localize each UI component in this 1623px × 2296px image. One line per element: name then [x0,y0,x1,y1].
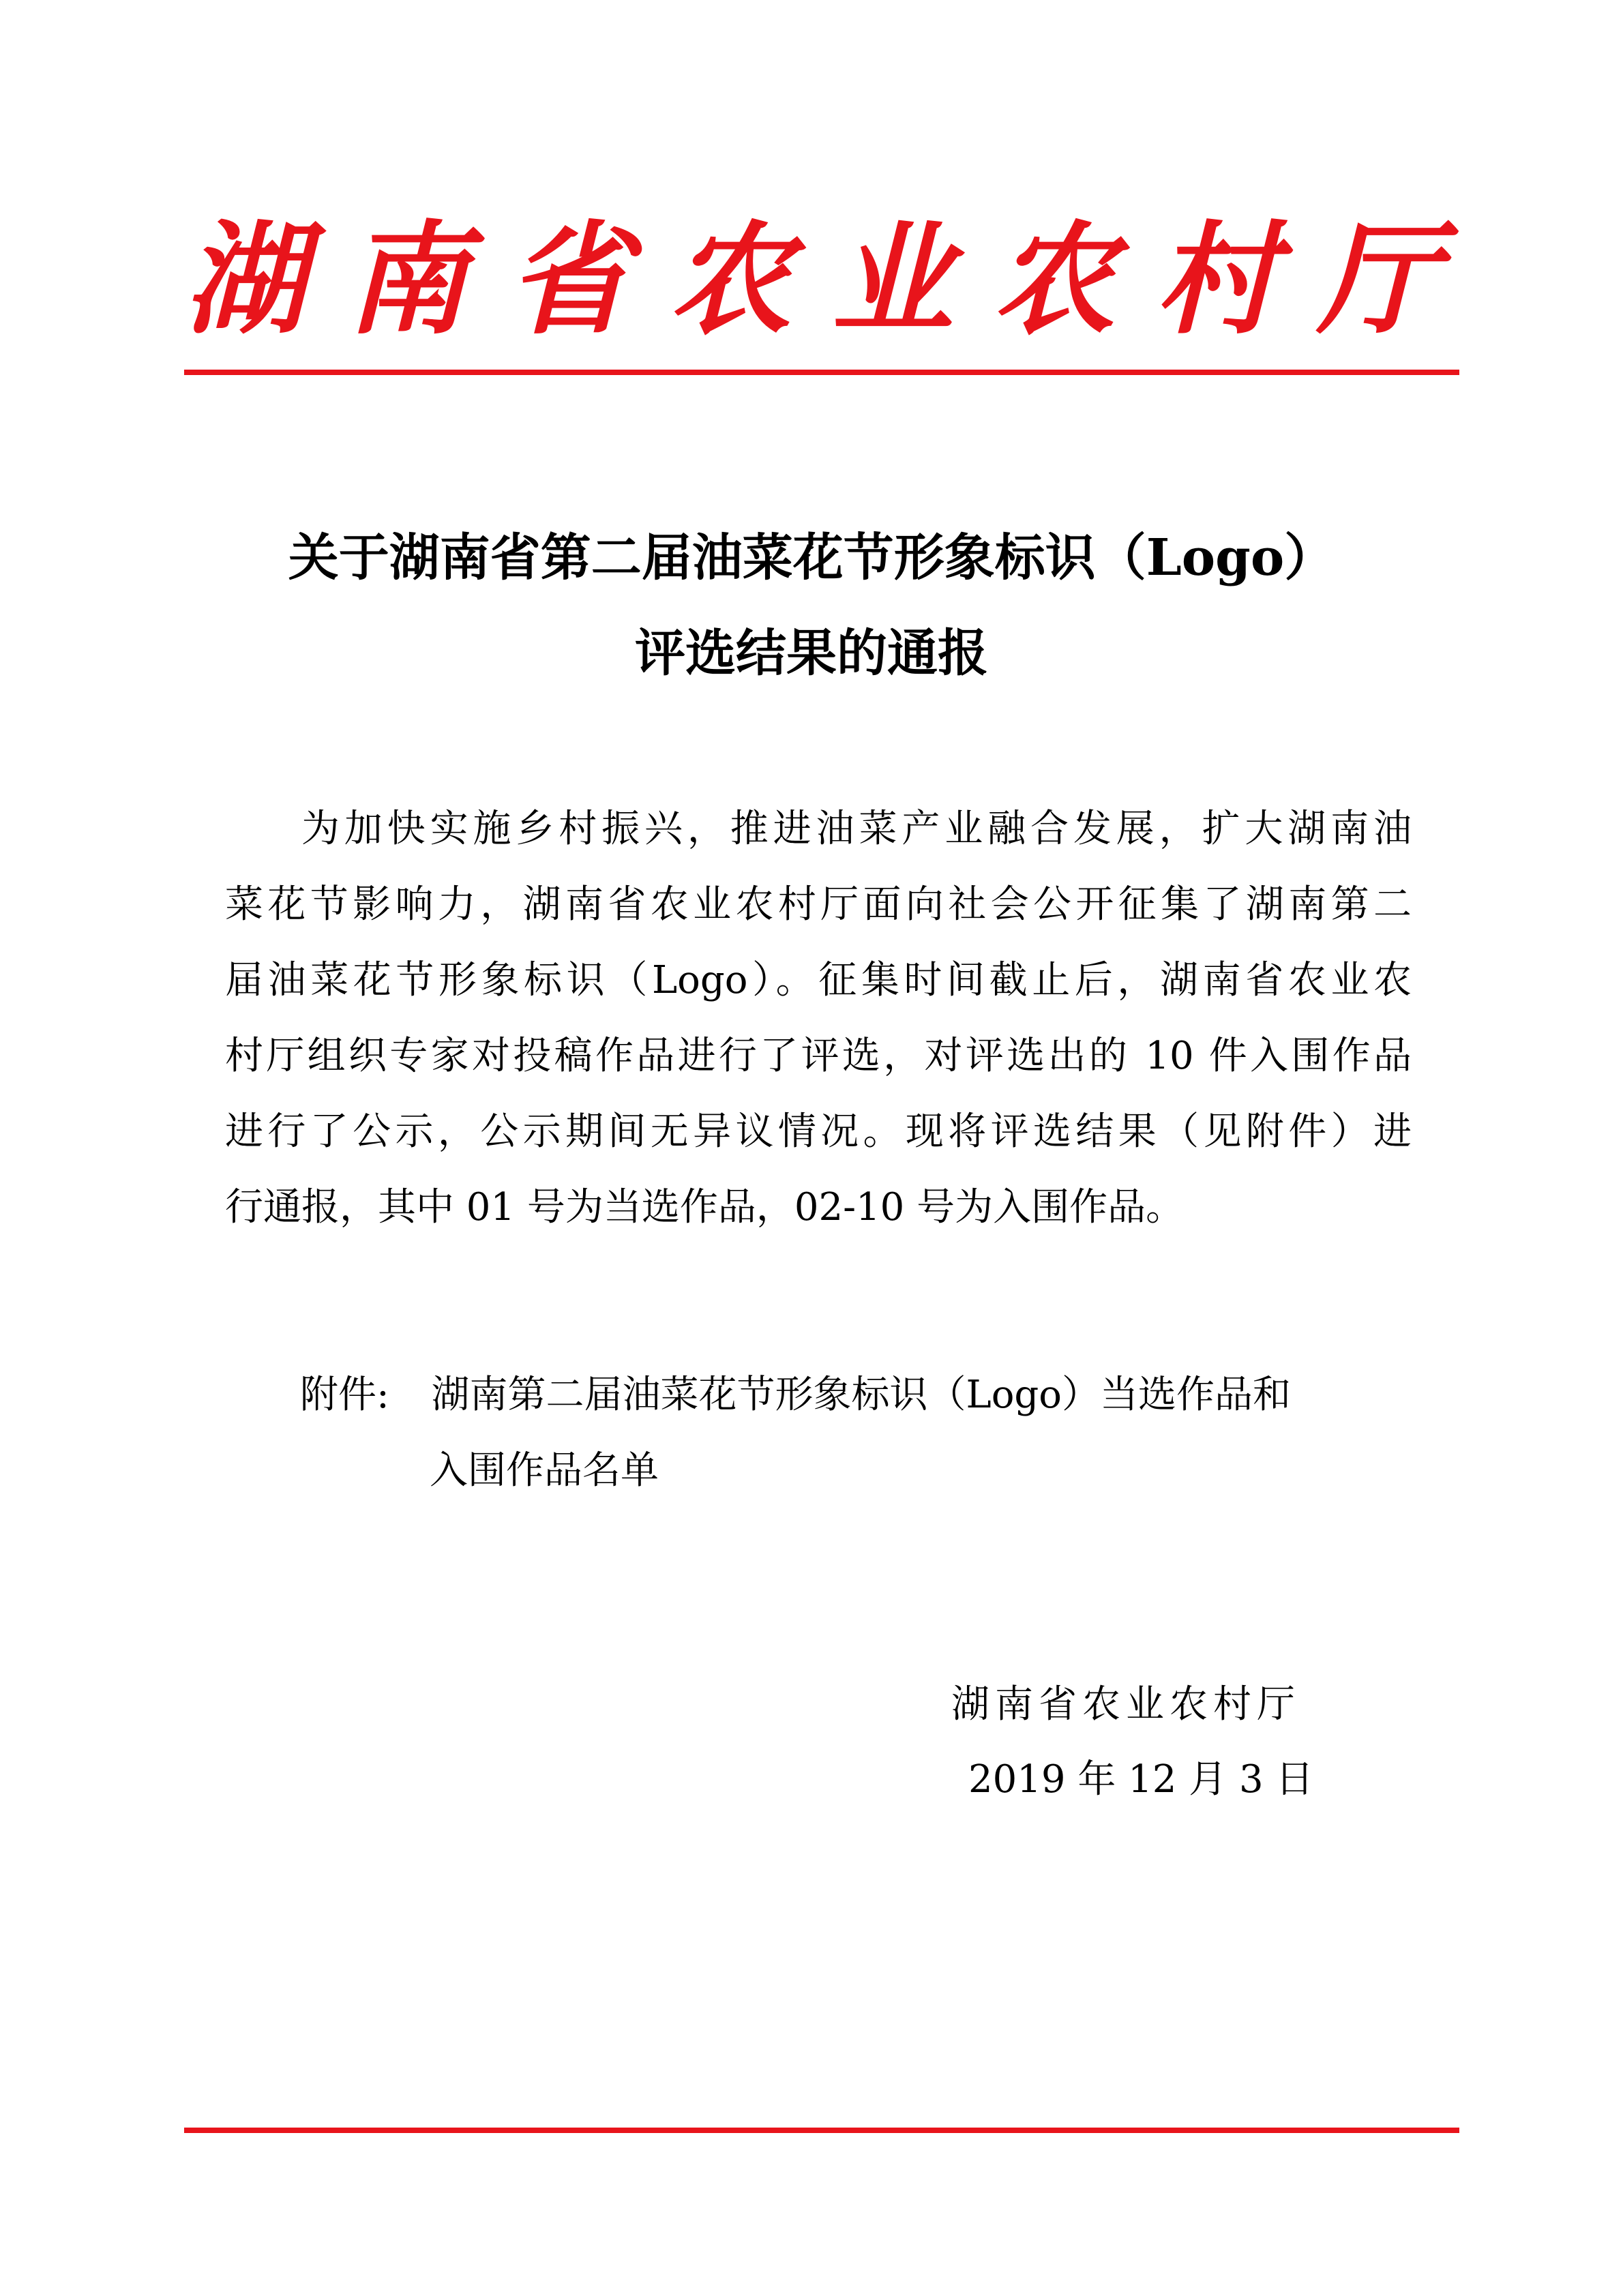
letterhead-char: 农 [670,208,792,351]
letterhead-char: 南 [346,208,468,351]
letterhead-char: 湖 [184,208,306,351]
body-line: 村厅组织专家对投稿作品进行了评选，对评选出的 10 件入围作品 [225,1034,1412,1078]
attachment-text: 湖南第二届油菜花节形象标识（Logo）当选作品和 [431,1373,1291,1417]
body-line: 为加快实施乡村振兴，推进油菜产业融合发展，扩大湖南油 [301,807,1412,851]
body-paragraph [225,791,1412,1245]
letterhead-char: 省 [507,208,629,351]
signature-organization: 湖南省农业农村厅 [951,1682,1300,1727]
attachment-line [300,1357,1291,1433]
letterhead-title [184,205,1439,355]
body-line: 进行了公示，公示期间无异议情况。现将评选结果（见附件）进 [225,1109,1412,1154]
letterhead-char: 业 [831,208,953,351]
body-line: 行通报，其中 01 号为当选作品，02-10 号为入围作品。 [225,1185,1185,1229]
signature-date: 2019 年 12 月 3 日 [968,1757,1314,1802]
attachment-text-continued: 入围作品名单 [430,1448,659,1493]
document-title-line-2: 评选结果的通报 [635,624,988,683]
letterhead-divider [184,370,1459,375]
letterhead-char: 农 [994,208,1116,351]
body-line: 届油菜花节形象标识（Logo）。征集时间截止后，湖南省农业农 [225,958,1412,1002]
letterhead-char: 村 [1155,208,1277,351]
body-line: 菜花节影响力，湖南省农业农村厅面向社会公开征集了湖南第二 [225,882,1412,927]
document-title-line-1: 关于湖南省第二届油菜花节形象标识（Logo） [288,528,1335,587]
footer-divider [184,2128,1459,2133]
letterhead-char: 厅 [1317,208,1439,351]
attachment-label: 附件: [300,1373,389,1417]
